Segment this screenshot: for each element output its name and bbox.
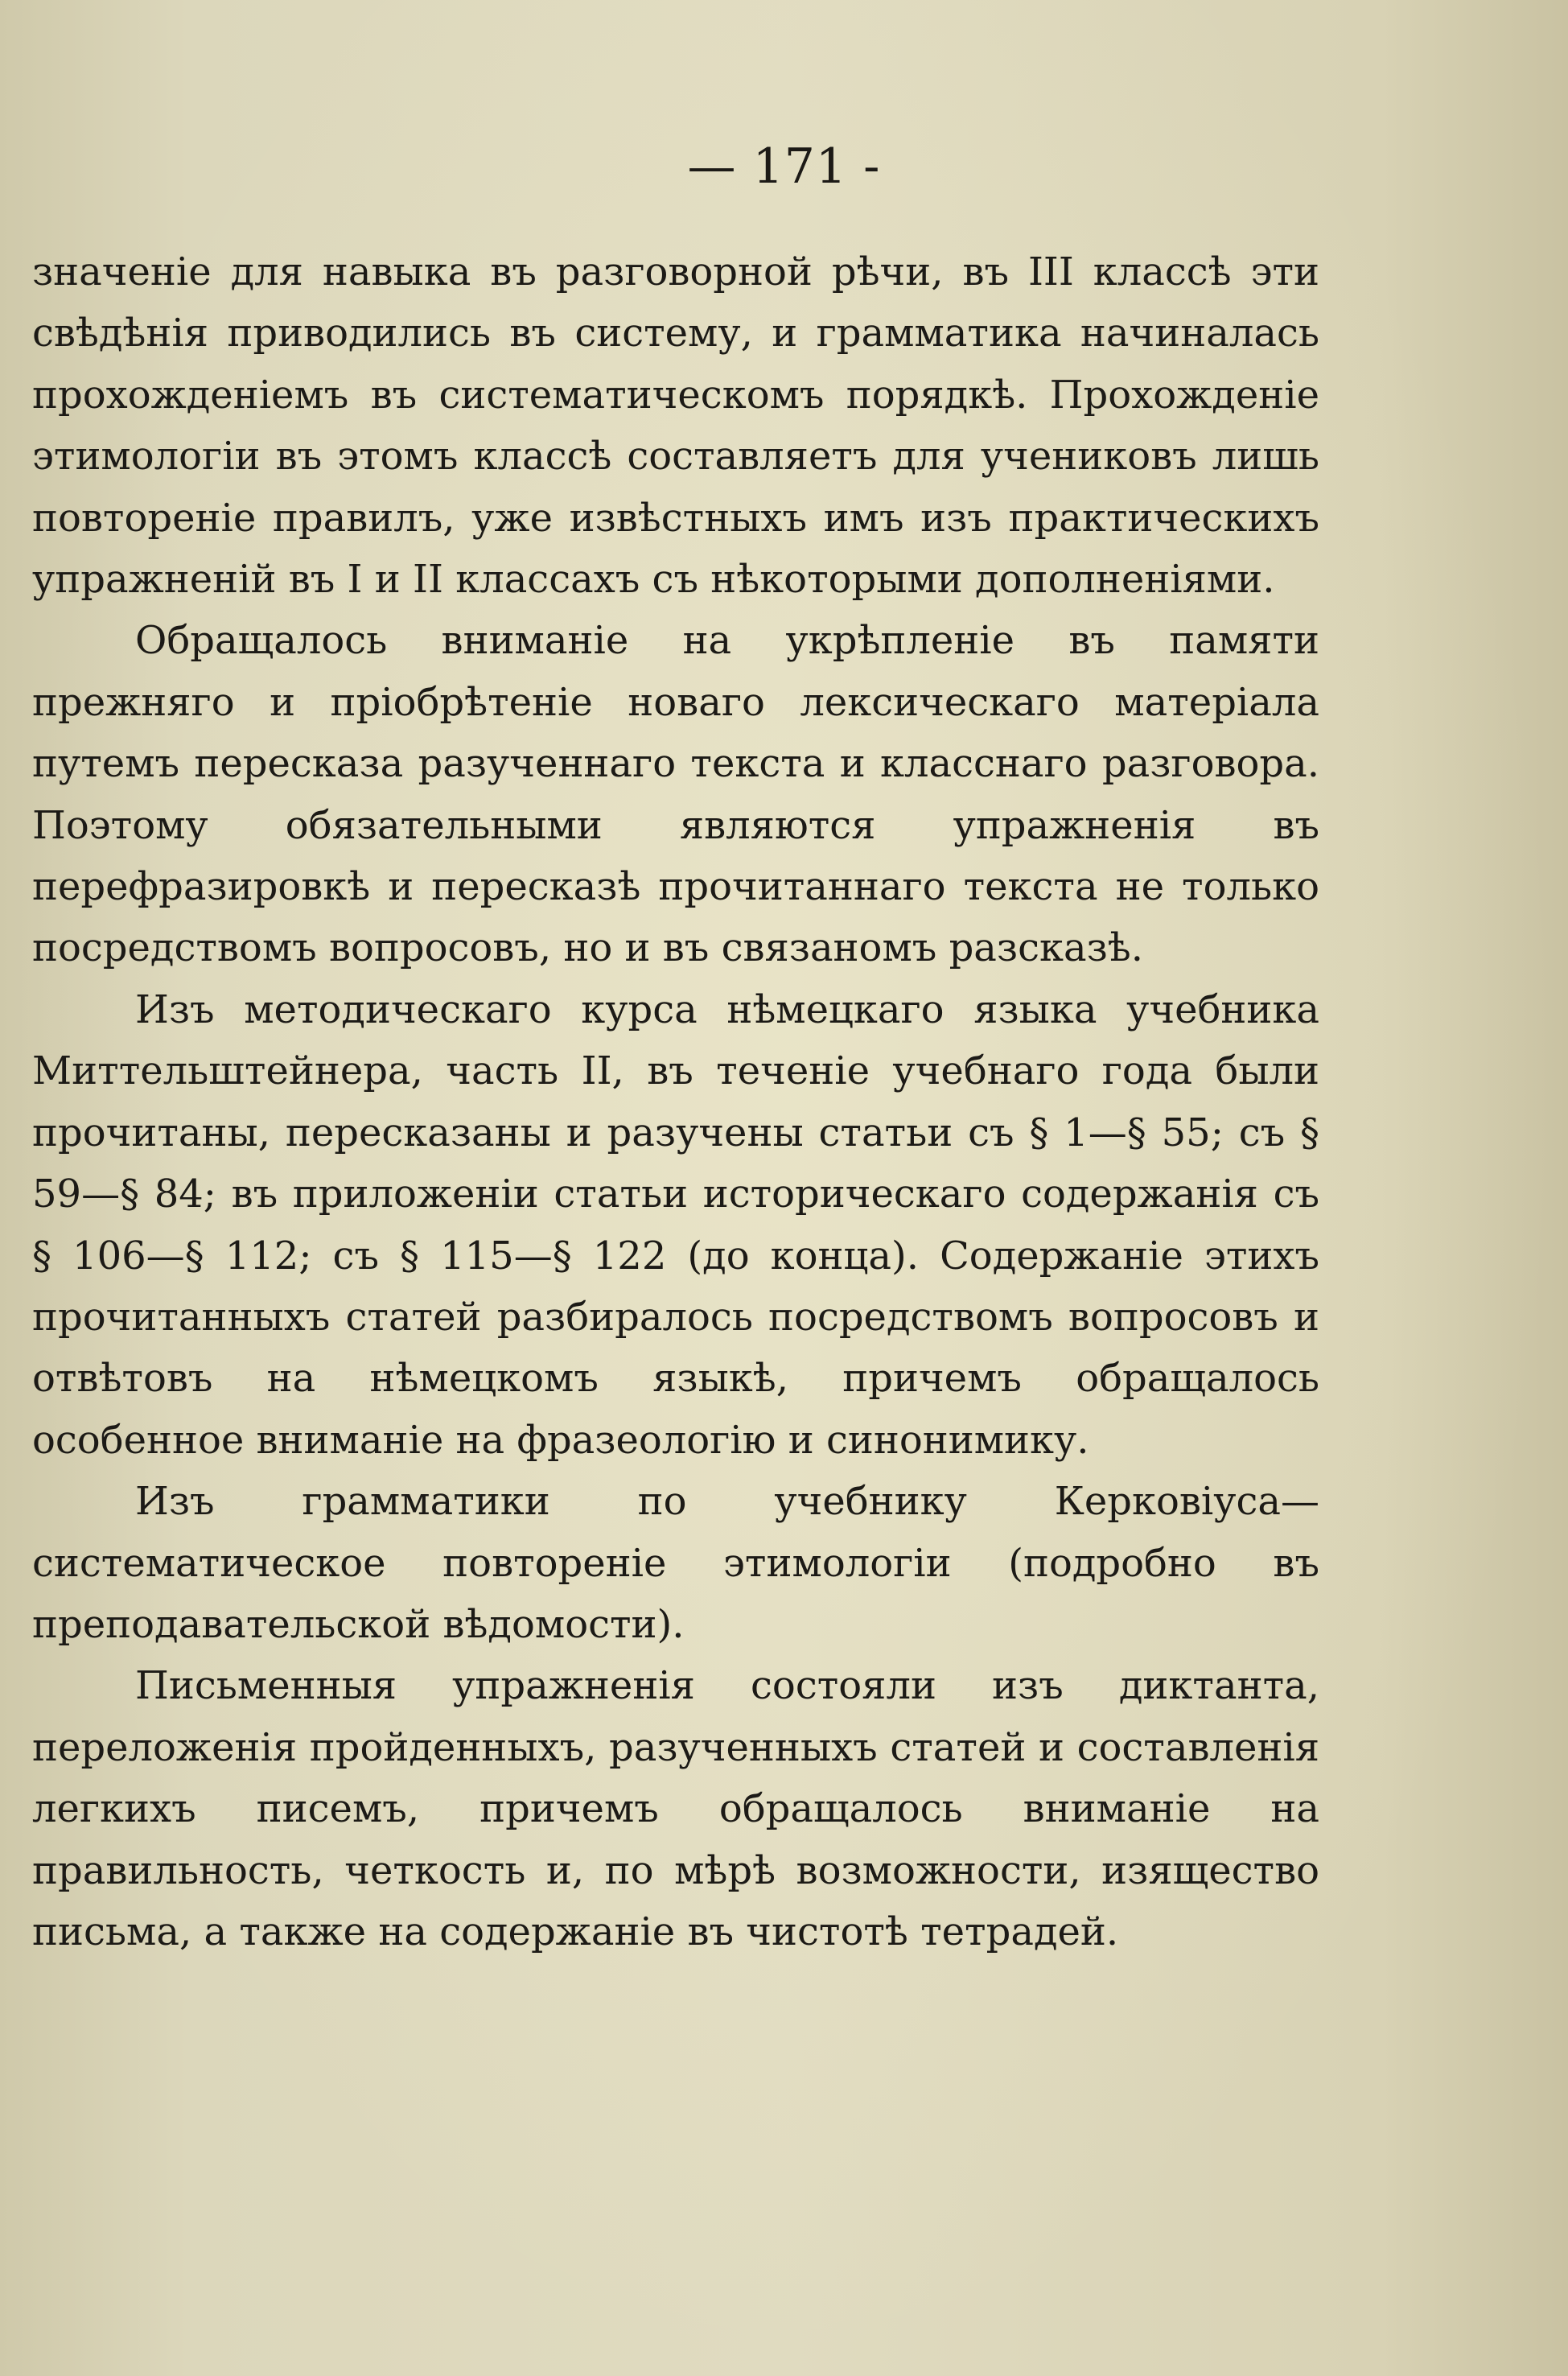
paragraph-3: Изъ методическаго курса нѣмецкаго языка учебника Миттельштейнера, часть II, въ теченіе учебнаго года были прочитаны, пересказаны и разучены статьи съ § 1—§ 55; съ § 59—§ 84; въ приложеніи статьи историческаго содержанія съ § 106—§ 112; съ § 115—§ 122 (до конца). Содержаніе этихъ прочитанныхъ статей разбиралось посредствомъ вопросовъ и отвѣтовъ на нѣмецкомъ языкѣ, причемъ обращалось особенное вниманіе на фразеологію и синонимику. [32, 986, 1319, 1463]
paragraph-5: Письменныя упражненія состояли изъ диктанта, переложенія пройденныхъ, разученныхъ статей и составленія легкихъ писемъ, причемъ обращалось вниманіе на правильность, четкость и, по мѣрѣ возможности, изящество письма, а также на содержаніе въ чистотѣ тетрадей. [32, 1663, 1319, 1954]
page-number: — 171 - [687, 138, 881, 195]
paragraph-2: Обращалось вниманіе на укрѣпленіе въ памяти прежняго и пріобрѣтеніе новаго лексическаго матеріала путемъ пересказа разученнаго текста и класснаго разговора. Поэтому обязательными являются упражненія въ перефразировкѣ и пересказѣ прочитаннаго текста не только посредствомъ вопросовъ, но и въ связаномъ разсказѣ. [32, 618, 1319, 971]
page-body [32, 241, 1319, 1962]
paragraph-4: Изъ грамматики по учебнику Керковіуса—систематическое повтореніе этимологіи (подробно въ преподавательской вѣдомости). [32, 1479, 1319, 1647]
paragraph-1: значеніе для навыка въ разговорной рѣчи, въ III классѣ эти свѣдѣнія приводились въ систему, и грамматика начиналась прохожденіемъ въ систематическомъ порядкѣ. Прохожденіе этимологіи въ этомъ классѣ составляетъ для учениковъ лишь повтореніе правилъ, уже извѣстныхъ имъ изъ практическихъ упражненій въ I и II классахъ съ нѣкоторыми дополненіями. [32, 249, 1319, 603]
